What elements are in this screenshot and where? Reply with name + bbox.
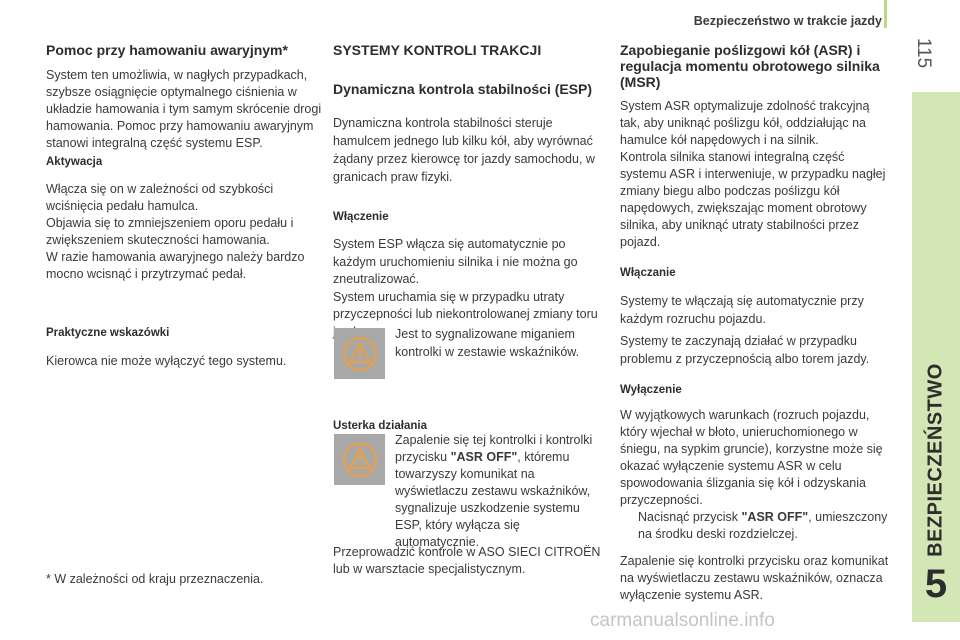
esp-fault-lamp — [334, 434, 385, 485]
activation-line: Włącza się on w zależności od szybkości wciśnięcia pedału hamulca. — [46, 182, 274, 213]
esp-subheading: Dynamiczna kontrola stabilności (ESP) — [333, 81, 593, 97]
asr-off-button-label: "ASR OFF" — [450, 450, 518, 464]
asr-off-button-label: "ASR OFF" — [741, 510, 809, 524]
bullet-text: Nacisnąć przycisk — [638, 510, 742, 524]
asr-closing: Zapalenie się kontrolki przycisku oraz komunikat na wyświetlaczu zestawu wskaźników, oznacza wyłączenie systemu ASR. — [620, 554, 889, 602]
chapter-tab-label: BEZPIECZEŃSTWO — [924, 363, 947, 557]
asr-off-text: W wyjątkowych warunkach (rozruch pojazdu, który wjechał w błoto, unieruchomionego w śniegu, na sypkim gruncie), korzystne może się okazać wyłączenie systemu ASR w celu spowodowania ślizgania się kół i odzyskania przyczepności. — [620, 408, 883, 507]
tips-text: Kierowca nie może wyłączyć tego systemu. — [46, 354, 287, 368]
esp-fault-extra: Przeprowadzić kontrole w ASO SIECI CITROËN lub w warsztacie specjalistycznym. — [333, 545, 601, 576]
asr-off-instruction — [620, 509, 892, 543]
esp-fault-text-top — [395, 432, 605, 551]
activation-line: W razie hamowania awaryjnego należy bardzo mocno wcisnąć i przytrzymać pedał. — [46, 250, 305, 281]
warning-triangle-icon — [341, 335, 379, 373]
header-divider — [884, 0, 887, 28]
watermark: carmanualsonline.info — [590, 610, 775, 631]
footnote: * W zależności od kraju przeznaczenia. — [46, 572, 264, 586]
column-emergency-braking — [46, 42, 326, 370]
esp-fault-heading: Usterka działania — [333, 419, 427, 432]
asr-intro-line: Kontrola silnika stanowi integralną część systemu ASR i interweniuje, w przypadku nagłej zmiany biegu albo podczas poślizgu kół napędowych, zwiększając moment obrotowy silnika, aby uniknąć utraty stabilności przez pojazd. — [620, 150, 886, 249]
section-heading-emergency-braking: Pomoc przy hamowaniu awaryjnym* — [46, 42, 288, 58]
asr-on-line: Systemy te włączają się automatycznie przy każdym rozruchu pojazdu. — [620, 294, 864, 326]
section-heading-traction: SYSTEMY KONTROLI TRAKCJI — [333, 42, 542, 58]
esp-warning-lamp — [334, 328, 385, 379]
asr-off-heading: Wyłączenie — [620, 384, 682, 396]
column-asr — [620, 42, 892, 604]
asr-heading: Zapobieganie poślizgowi kół (ASR) i regulacja momentu obrotowego silnika (MSR) — [620, 42, 880, 90]
warning-triangle-icon — [341, 441, 379, 479]
activation-line: Objawia się to zmniejszeniem oporu pedału i zwiększeniem skuteczności hamowania. — [46, 216, 294, 247]
tips-heading: Praktyczne wskazówki — [46, 327, 170, 339]
asr-on-heading: Włączanie — [620, 267, 676, 279]
page-number: 115 — [912, 37, 934, 69]
asr-intro-line: System ASR optymalizuje zdolność trakcyjną tak, aby uniknąć poślizgu kół, oddziałując na hamulce kół napędowych i na silnik. — [620, 99, 870, 147]
fault-text: , któremu towarzyszy komunikat na wyświetlaczu zestawu wskaźników, sygnalizuje uszkodzenie systemu ESP, który wyłącza się automatycznie. — [395, 450, 591, 549]
chapter-number: 5 — [924, 562, 948, 606]
page-header-title: Bezpieczeństwo w trakcie jazdy — [693, 14, 882, 28]
esp-warning-text: Jest to sygnalizowane miganiem kontrolki w zestawie wskaźników. — [395, 327, 580, 359]
asr-on-line: Systemy te zaczynają działać w przypadku problemu z przyczepnością albo torem jazdy. — [620, 334, 870, 366]
esp-on-heading: Włączenie — [333, 211, 389, 223]
esp-intro: Dynamiczna kontrola stabilności steruje hamulcem jednego lub kilku kół, aby wyrównać żądany przez kierowcę tor jazdy samochodu, w granicach praw fizyki. — [333, 116, 595, 184]
bullet-text: , umieszczony na środku deski rozdzielczej. — [638, 510, 888, 541]
esp-on-line: System ESP włącza się automatycznie po każdym uruchomieniu silnika i nie można go zneutralizować. — [333, 237, 578, 286]
fault-text: Zapalenie się tej kontrolki i kontrolki przycisku — [395, 433, 593, 464]
esp-on-line: System uruchamia się w przypadku utraty przyczepności lub niekontrolowanej zmiany toru — [333, 289, 598, 321]
bullet-icon — [620, 509, 638, 543]
emergency-braking-intro: System ten umożliwia, w nagłych przypadkach, szybsze osiągnięcie optymalnego ciśnienia w układzie hamowania i tym samym skrócenie drogi hamowania. Pomoc przy hamowaniu awaryjnym stanowi integralną część systemu ESP. — [46, 68, 322, 150]
activation-heading: Aktywacja — [46, 156, 103, 168]
column-esp — [333, 42, 608, 341]
